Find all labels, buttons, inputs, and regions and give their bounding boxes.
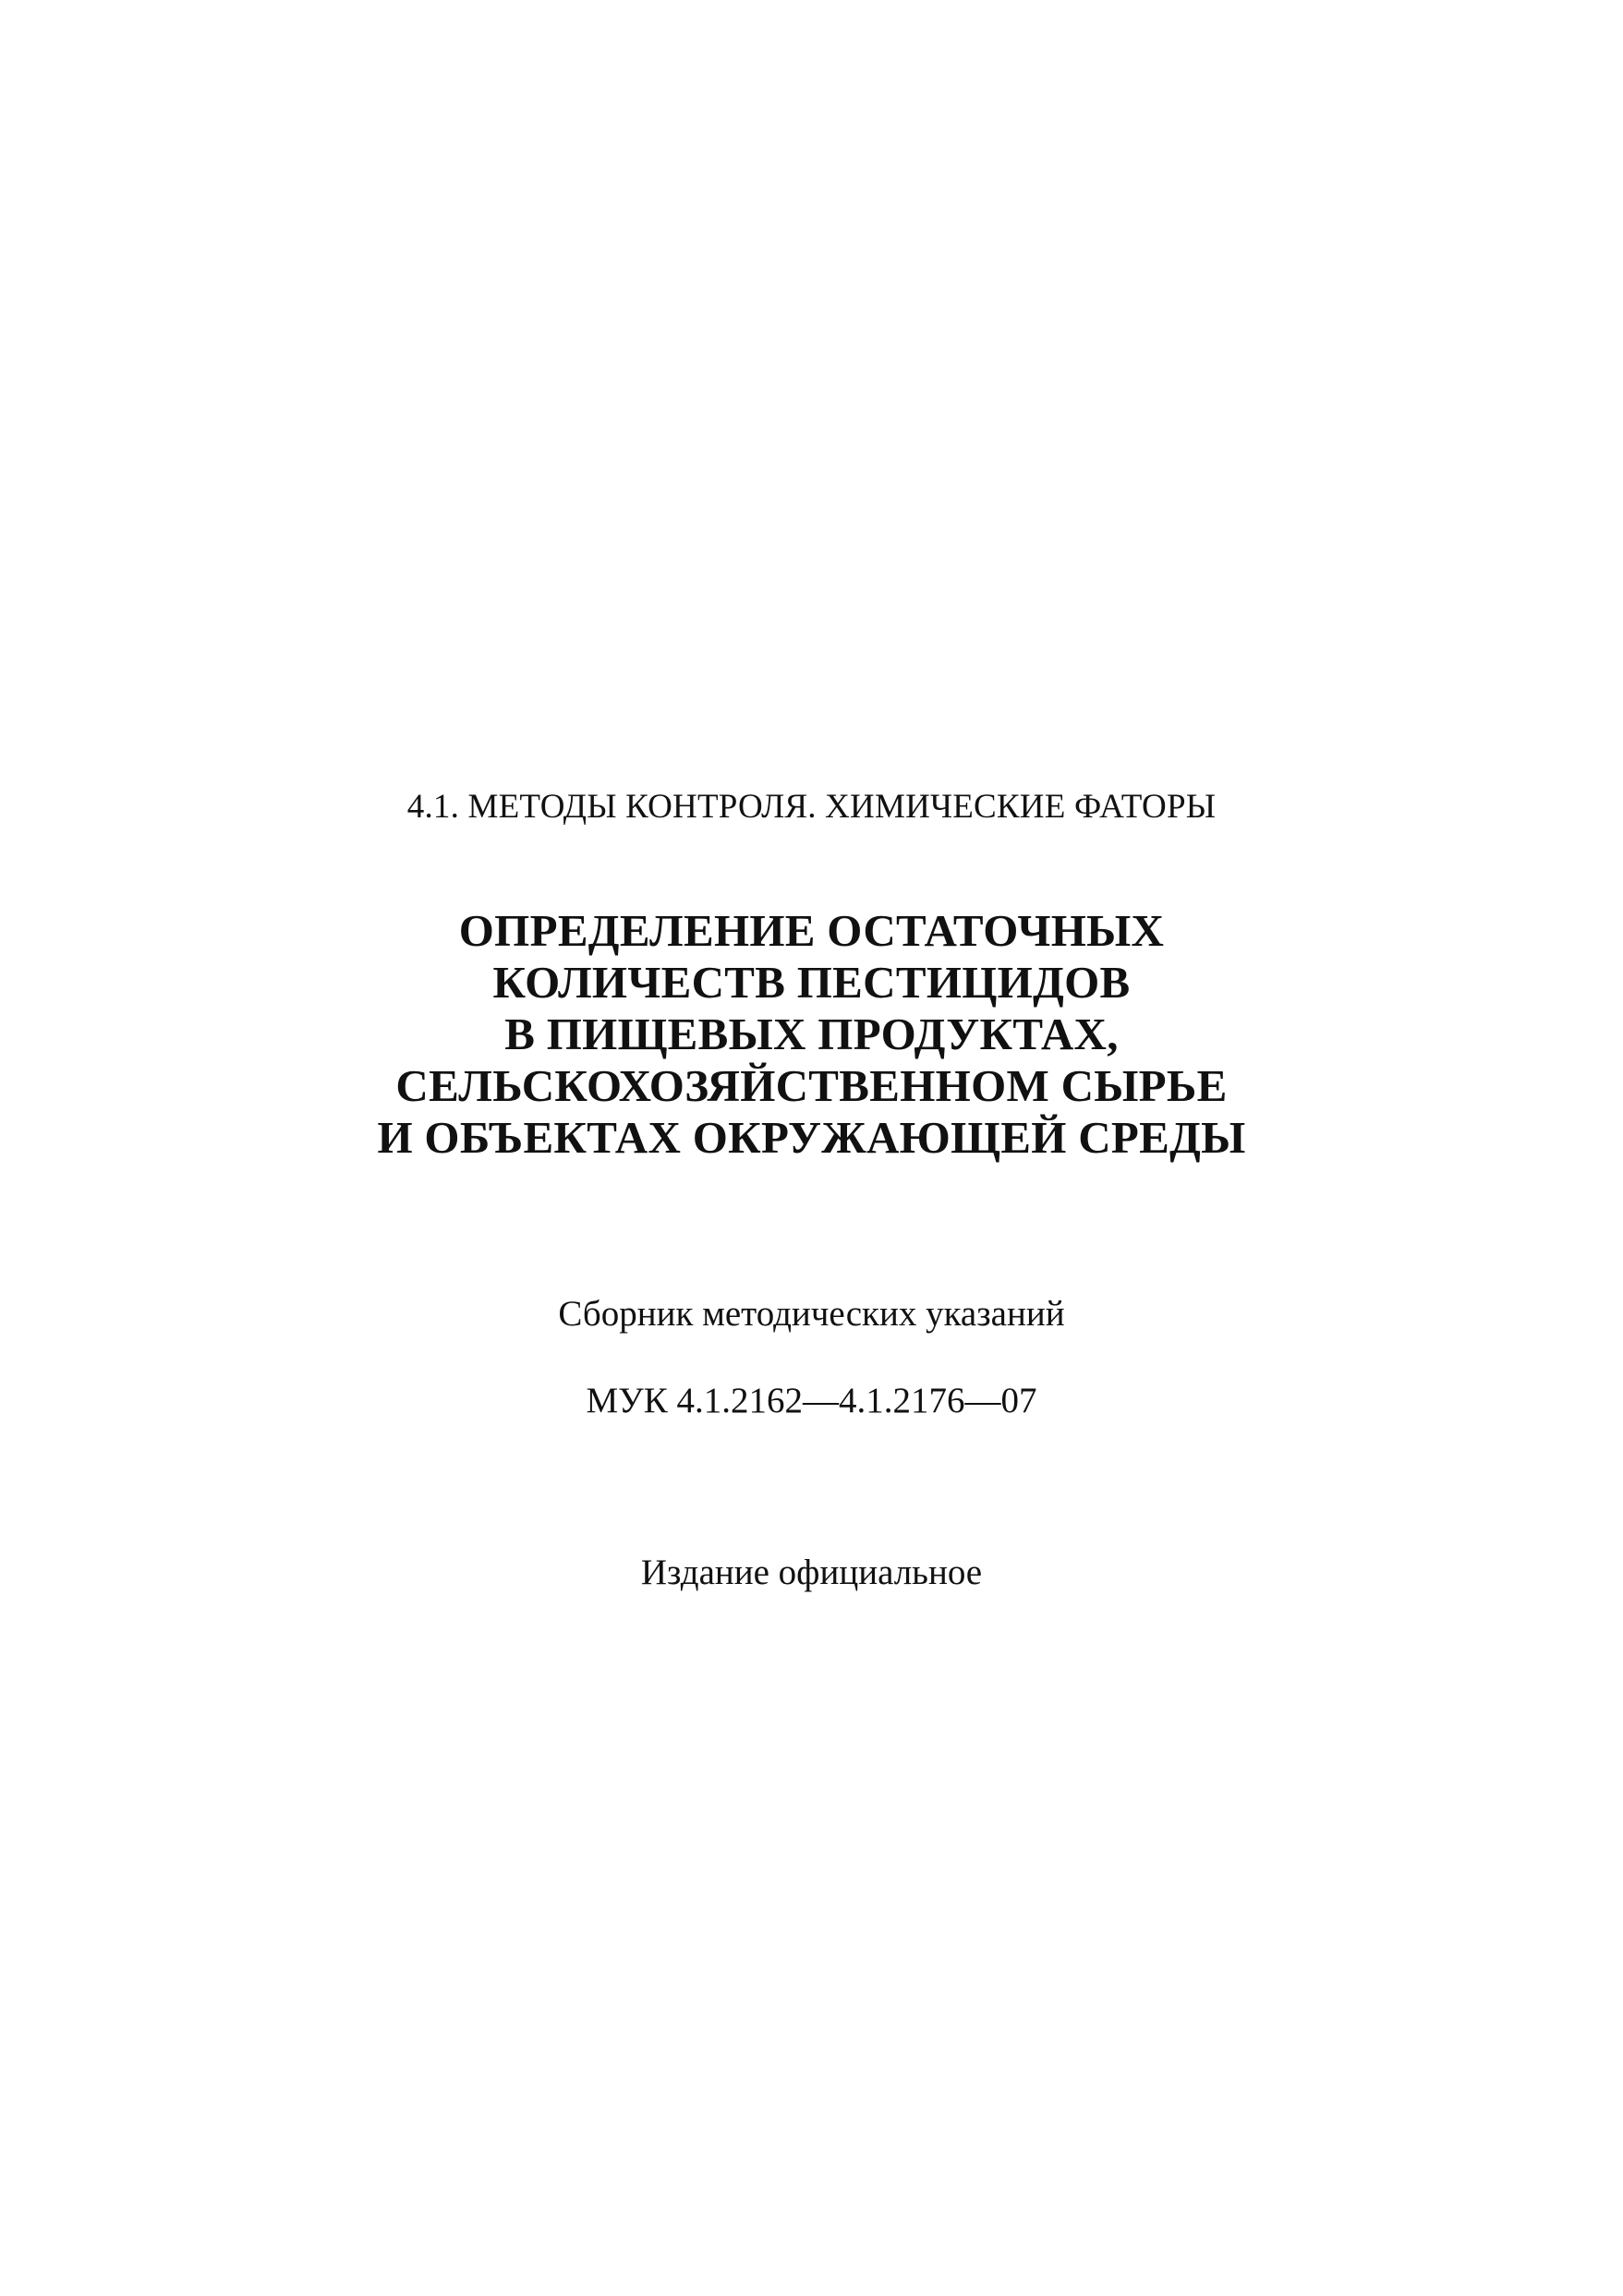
document-code: МУК 4.1.2162—4.1.2176—07 — [586, 1381, 1037, 1420]
document-title — [0, 905, 1623, 1164]
title-line: ОПРЕДЕЛЕНИЕ ОСТАТОЧНЫХ — [458, 905, 1165, 956]
title-line: И ОБЪЕКТАХ ОКРУЖАЮЩЕЙ СРЕДЫ — [377, 1112, 1246, 1163]
collection-subtitle: Сборник методических указаний — [558, 1294, 1065, 1334]
title-line: КОЛИЧЕСТВ ПЕСТИЦИДОВ — [492, 957, 1131, 1008]
title-line: В ПИЩЕВЫХ ПРОДУКТАХ, — [504, 1009, 1119, 1059]
edition-note: Издание официальное — [640, 1553, 983, 1592]
series-heading: 4.1. МЕТОДЫ КОНТРОЛЯ. ХИМИЧЕСКИЕ ФАТОРЫ — [406, 788, 1217, 826]
title-line: СЕЛЬСКОХОЗЯЙСТВЕННОМ СЫРЬЕ — [395, 1060, 1228, 1111]
